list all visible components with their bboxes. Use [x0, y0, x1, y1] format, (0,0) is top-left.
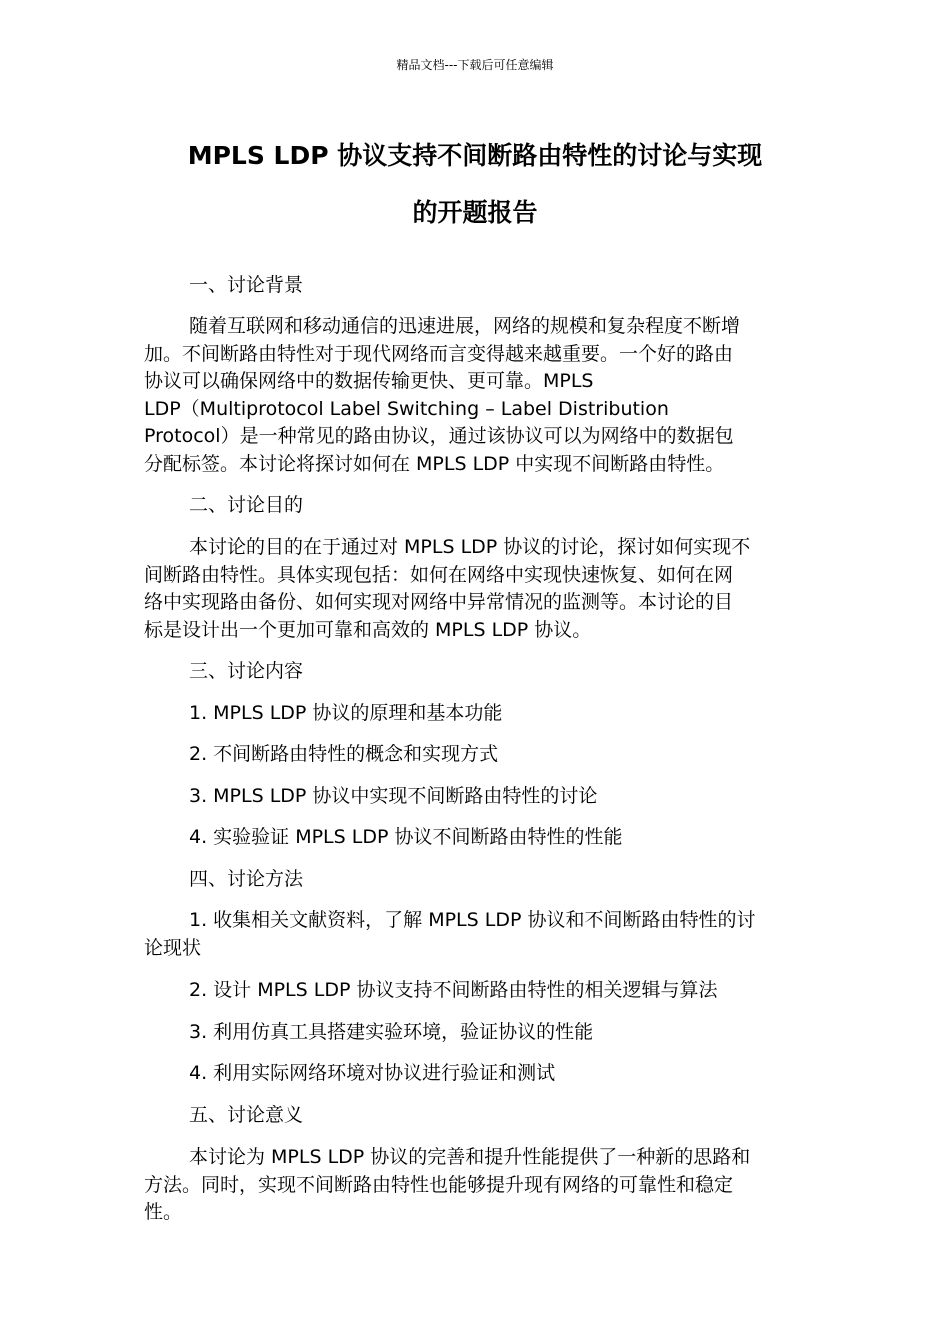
section-heading-significance: [144, 1102, 806, 1130]
text-line: 2. 设计 MPLS LDP 协议支持不间断路由特性的相关逻辑与算法: [189, 979, 718, 1001]
section-heading-content: [144, 658, 806, 686]
text-line: 性。: [144, 1201, 183, 1223]
text-line: 4. 实验验证 MPLS LDP 协议不间断路由特性的性能: [189, 826, 623, 848]
list-item: [144, 1019, 806, 1047]
text-line: 四、讨论方法: [189, 868, 304, 890]
list-item: [144, 783, 806, 811]
text-line: 协议可以确保网络中的数据传输更快、更可靠。MPLS: [144, 370, 594, 392]
document-title-line-2: 的开题报告: [412, 198, 538, 227]
list-item: [144, 977, 806, 1005]
text-line: 本讨论为 MPLS LDP 协议的完善和提升性能提供了一种新的思路和: [189, 1146, 751, 1168]
text-line: 络中实现路由备份、如何实现对网络中异常情况的监测等。本讨论的目: [144, 591, 734, 613]
text-line: 加。不间断路由特性对于现代网络而言变得越来越重要。一个好的路由: [144, 342, 734, 365]
text-line: 2. 不间断路由特性的概念和实现方式: [189, 743, 499, 765]
text-line: 二、讨论目的: [189, 494, 304, 516]
text-line: 五、讨论意义: [189, 1104, 304, 1126]
text-line: 间断路由特性。具体实现包括：如何在网络中实现快速恢复、如何在网: [144, 563, 734, 586]
section-heading-purpose: [144, 492, 806, 520]
text-line: 1. 收集相关文献资料，了解 MPLS LDP 协议和不间断路由特性的讨: [189, 909, 756, 931]
text-line: Protocol）是一种常见的路由协议，通过该协议可以为网络中的数据包: [144, 425, 734, 447]
text-line: 3. MPLS LDP 协议中实现不间断路由特性的讨论: [189, 785, 598, 807]
section-heading-method: [144, 866, 806, 894]
text-line: 随着互联网和移动通信的迅速进展，网络的规模和复杂程度不断增: [189, 315, 741, 337]
text-line: 一、讨论背景: [189, 274, 304, 296]
page-header: 精品文档---下载后可任意编辑: [396, 58, 554, 72]
text-line: 本讨论的目的在于通过对 MPLS LDP 协议的讨论，探讨如何实现不: [189, 536, 751, 558]
text-line: LDP（Multiprotocol Label Switching – Label Distribution: [144, 397, 669, 420]
text-line: 分配标签。本讨论将探讨如何在 MPLS LDP 中实现不间断路由特性。: [144, 452, 725, 475]
text-line: 方法。同时，实现不间断路由特性也能够提升现有网络的可靠性和稳定: [144, 1173, 734, 1196]
list-item: [144, 1060, 806, 1088]
text-line: 3. 利用仿真工具搭建实验环境，验证协议的性能: [189, 1021, 594, 1043]
paragraph-purpose: [144, 534, 806, 644]
list-item: [144, 907, 806, 962]
text-line: 论现状: [144, 936, 202, 959]
section-heading-background: [144, 272, 806, 300]
document-title-line-1: MPLS LDP 协议支持不间断路由特性的讨论与实现: [187, 141, 763, 170]
list-item: [144, 824, 806, 852]
text-line: 1. MPLS LDP 协议的原理和基本功能: [189, 702, 503, 724]
paragraph-significance: [144, 1144, 806, 1227]
list-item: [144, 700, 806, 728]
list-item: [144, 741, 806, 769]
text-line: 标是设计出一个更加可靠和高效的 MPLS LDP 协议。: [144, 618, 592, 641]
paragraph-background: [144, 313, 806, 478]
text-line: 4. 利用实际网络环境对协议进行验证和测试: [189, 1062, 556, 1084]
text-line: 三、讨论内容: [189, 660, 304, 682]
